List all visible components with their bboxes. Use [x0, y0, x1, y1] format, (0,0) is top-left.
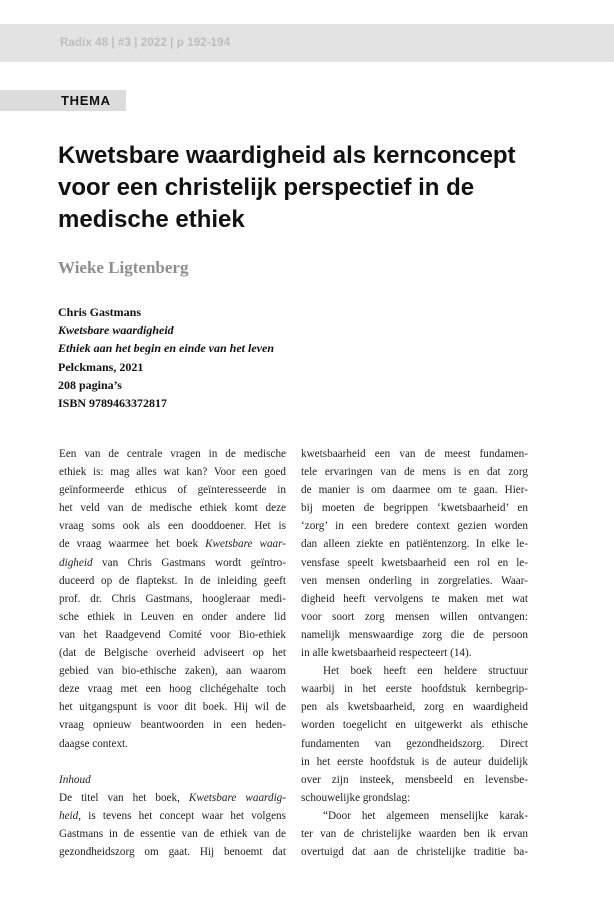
body-column-right [301, 445, 528, 861]
body-line: digheid heeft vervolgens te maken met wat [301, 592, 528, 605]
book-subtitle: Ethiek aan het begin en einde van het leven [58, 341, 274, 356]
body-line: duceerd op de flaptekst. In de inleiding geeft [59, 574, 286, 587]
article-title-line: Kwetsbare waardigheid als kernconcept [58, 142, 516, 169]
body-line: deze vraag met een hoog clichégehalte toch [59, 683, 286, 696]
body-line: schouwelijke grondslag: [301, 791, 411, 804]
body-line: pen als kwetsbaarheid, zorg en waardigheid [301, 701, 528, 714]
book-title-ref: Kwetsbare waar- [205, 538, 287, 551]
body-line: vraag opnieuw beantwoorden in een heden- [59, 719, 286, 732]
body-text: van Chris Gastmans wordt geïntro- [92, 556, 286, 569]
book-author: Chris Gastmans [58, 305, 142, 319]
body-text: De titel van het boek, [59, 791, 189, 804]
body-line: in het eerste hoofdstuk is de auteur duidelijk [301, 755, 528, 768]
book-isbn: ISBN 9789463372817 [58, 396, 168, 411]
body-line: geïnformeerde ethicus of geïnteresseerde in [59, 484, 286, 497]
body-line: over zijn insteek, mensbeeld en levensbe- [301, 773, 528, 786]
body-line: kwetsbaarheid een van de meest fundamen- [301, 448, 528, 460]
body-line: fundamenten van gezondheidszorg. Direct [301, 737, 528, 750]
book-details [58, 303, 274, 412]
journal-reference: Radix 48 | #3 | 2022 | p 192-194 [60, 37, 231, 49]
body-line: waarbij in het eerste hoofdstuk kernbegrip- [301, 683, 528, 696]
book-publisher: Pelckmans, 2021 [58, 359, 144, 374]
book-title-ref: digheid [59, 556, 93, 569]
body-line: Gastmans in de essentie van de ethiek van de [59, 827, 286, 840]
body-line [59, 535, 286, 553]
body-line: daagse context. [59, 737, 128, 750]
body-line: het veld van de medische ethiek komt deze [59, 502, 286, 515]
section-label: THEMA [61, 93, 111, 108]
section-subheading: Inhoud [59, 773, 91, 786]
body-line: “Door het algemeen menselijke karak- [323, 809, 528, 822]
body-line: sche ethiek in Leuven en onder andere lid [59, 610, 286, 623]
body-line: gebied van bio-ethische zaken), aan waarom [59, 665, 286, 678]
article-title-line: voor een christelijk perspectief in de [58, 174, 475, 201]
body-line: Het boek heeft een heldere structuur [323, 665, 528, 678]
body-line: ethiek is: mag alles wat kan? Voor een goed [59, 466, 286, 479]
body-line: ‘zorg’ in een bredere context gezien worden [301, 520, 528, 533]
body-text: , is tevens het concept waar het volgens [78, 809, 286, 822]
body-line: het uitgangspunt is voor dit boek. Hij wil de [59, 701, 286, 714]
body-column-left [59, 445, 286, 861]
body-line: dan alleen ziekte en patiëntenzorg. In elke le- [301, 538, 528, 551]
body-line: ter van de christelijke waarden ben ik ervan [301, 827, 528, 840]
body-line: Een van de centrale vragen in de medische [59, 448, 286, 460]
body-line: namelijk menswaardige zorg die de persoon [301, 628, 528, 641]
body-line: gezondheidszorg om gaat. Hij benoemt dat [59, 845, 286, 858]
body-line: prof. dr. Chris Gastmans, hoogleraar medi- [59, 592, 286, 605]
body-line [59, 807, 286, 825]
book-title-ref: Kwetsbare waardig- [188, 791, 286, 804]
body-line: de manier is om daarmee om te gaan. Hier- [301, 484, 528, 497]
body-line: tele ervaringen van de mens is en dat zorg [301, 466, 528, 479]
body-line: vraag soms ook als een dooddoener. Het is [59, 520, 286, 533]
book-title-ref: heid [59, 809, 79, 822]
book-pages: 208 pagina’s [58, 377, 122, 392]
body-line: vensfase speelt kwetsbaarheid een rol en le- [301, 556, 528, 569]
book-title: Kwetsbare waardigheid [58, 323, 174, 338]
body-line: overtuigd dat aan de christelijke traditie ba- [301, 846, 528, 859]
body-line [59, 554, 286, 572]
article-author: Wieke Ligtenberg [58, 258, 189, 277]
body-line: in alle kwetsbaarheid respecteert (14). [301, 647, 472, 660]
body-text: de vraag waarmee het boek [59, 538, 206, 551]
body-line [59, 789, 286, 807]
body-line: (dat de Belgische overheid adviseert op het [59, 647, 286, 660]
paragraph-gap [59, 753, 286, 771]
body-line: worden toegelicht en uitgewerkt als ethische [301, 719, 528, 732]
article-title-line: medische ethiek [58, 206, 245, 233]
body-line: ven mensen onderling in zorgrelaties. Waar- [301, 574, 528, 587]
article-title [58, 140, 568, 236]
body-line: bij moeten de begrippen ‘kwetsbaarheid’ en [301, 502, 528, 515]
body-line: van het Raadgevend Comité voor Bio-ethiek [59, 628, 286, 641]
body-line: voor soort zorg mensen willen ontvangen: [301, 610, 528, 623]
